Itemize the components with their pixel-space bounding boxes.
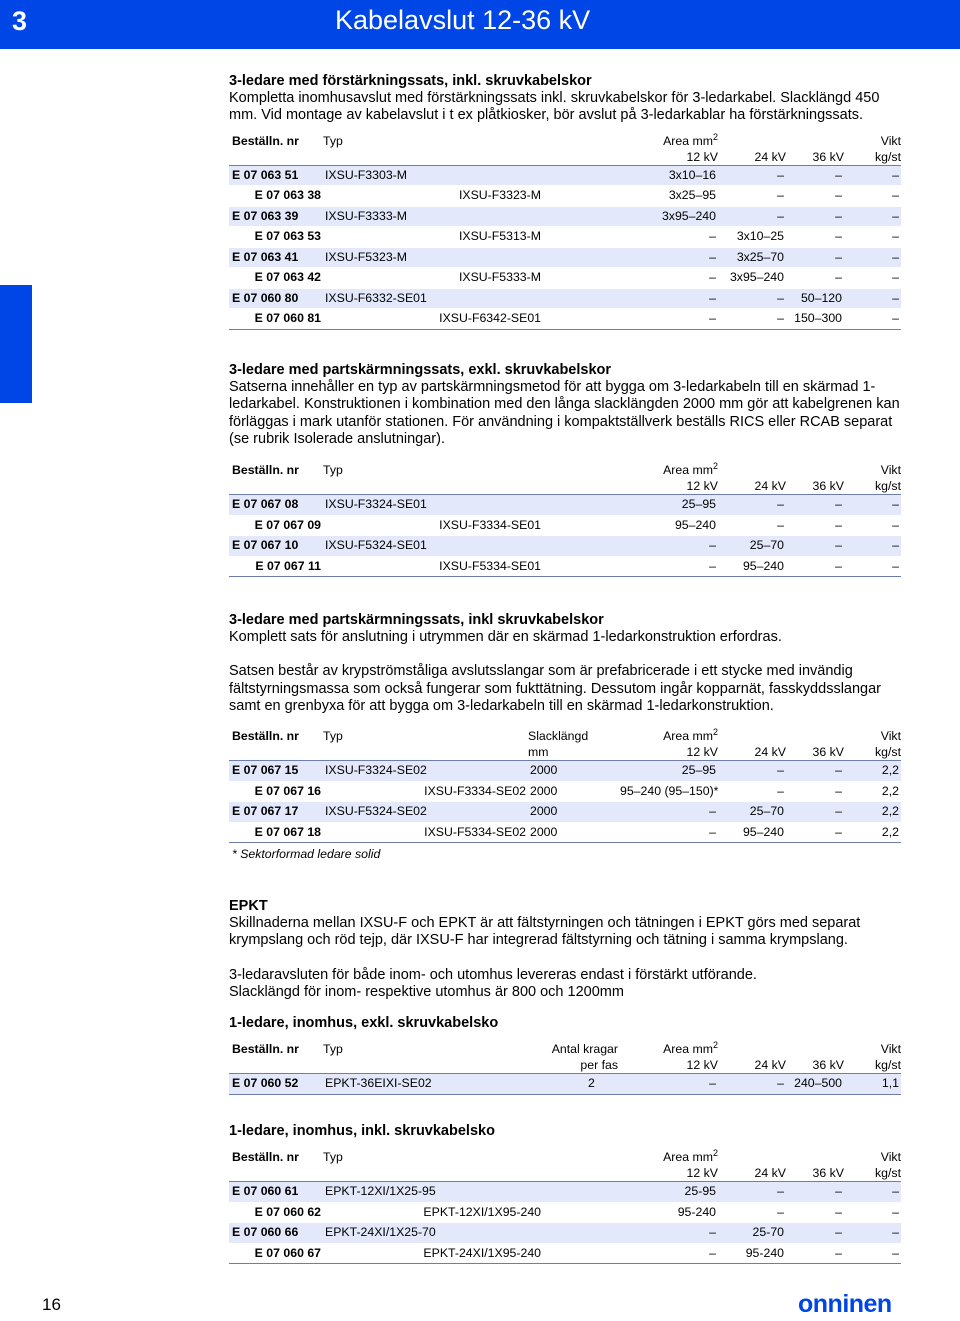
cell: – xyxy=(543,288,718,309)
col-24kv: 24 kV xyxy=(754,149,786,164)
col-kgst: kg/st xyxy=(875,1166,901,1180)
product-table xyxy=(229,1149,901,1264)
table-header-row xyxy=(229,1041,901,1057)
table-subheader-row xyxy=(229,149,901,166)
col-type: Typ xyxy=(323,133,343,148)
order-number: E 07 063 38 xyxy=(229,186,323,207)
order-number: E 07 067 09 xyxy=(229,515,323,536)
section-text: Kompletta inomhusavslut med förstärkningssats inkl. skruvkabelskor för 3-ledarkabel. Slacklängd 450 mm. Vid montage av kabelavslut i t ex plåtkiosker, bör avslut på 3-ledarkablar ha förstärkningssats. xyxy=(229,90,880,124)
cell: – xyxy=(718,165,786,186)
cell: 150–300 xyxy=(786,309,844,330)
cell: – xyxy=(786,802,844,823)
table-row xyxy=(229,761,901,782)
table-subheader-row xyxy=(229,1165,901,1182)
cell: – xyxy=(543,1243,718,1264)
cell: 95–240 xyxy=(718,556,786,577)
col-area: Area $mm^2$ xyxy=(663,727,718,744)
cell: – xyxy=(844,1202,901,1223)
product-type: IXSU-F3324-SE02 xyxy=(323,761,528,782)
cell: – xyxy=(844,247,901,268)
table-row xyxy=(229,556,901,577)
product-table xyxy=(229,133,901,330)
section-partial-screen-excl xyxy=(229,361,902,577)
col-order: Beställn. nr xyxy=(232,729,299,744)
col-weight: Vikt xyxy=(880,133,901,148)
cell: 95–240 xyxy=(543,515,718,536)
order-number: E 07 063 41 xyxy=(229,247,323,268)
table-row xyxy=(229,515,901,536)
col-kgst: kg/st xyxy=(875,149,901,164)
col-weight: Vikt xyxy=(880,463,901,478)
col-order: Beställn. nr xyxy=(232,1042,299,1056)
cell: – xyxy=(786,165,844,186)
product-type: EPKT-12XI/1X95-240 xyxy=(323,1202,543,1223)
cell: – xyxy=(844,556,901,577)
cell: – xyxy=(786,556,844,577)
table-row xyxy=(229,1074,901,1095)
col-area: Area $mm^2$ xyxy=(663,461,718,478)
col-12kv: 12 kV xyxy=(686,745,718,760)
product-table xyxy=(229,728,901,843)
cell: – xyxy=(543,1223,718,1244)
cell: – xyxy=(543,309,718,330)
cell: 95-240 xyxy=(543,1202,718,1223)
col-type: Typ xyxy=(323,1042,343,1056)
table-row xyxy=(229,1182,901,1203)
page-title: Kabelavslut 12-36 kV xyxy=(335,5,591,35)
product-type: IXSU-F6342-SE01 xyxy=(323,309,543,330)
table-row xyxy=(229,288,901,309)
col-12kv: 12 kV xyxy=(686,1058,718,1072)
table-row xyxy=(229,1243,901,1264)
table-row xyxy=(229,165,901,186)
table-header-row xyxy=(229,133,901,149)
cell: – xyxy=(543,556,718,577)
section-title: 3-ledare med partskärmningssats, exkl. skruvkabelskor xyxy=(229,362,612,378)
cell: 25-70 xyxy=(718,1223,786,1244)
cell: 95–240 (95–150)* xyxy=(618,781,718,802)
section-epkt xyxy=(229,897,902,1001)
cell: – xyxy=(844,1223,901,1244)
cell: – xyxy=(543,227,718,248)
col-area: Area $mm^2$ xyxy=(663,1147,718,1164)
table-row xyxy=(229,536,901,557)
section-title: 1-ledare, inomhus, exkl. skruvkabelsko xyxy=(229,1015,499,1031)
product-type: IXSU-F6332-SE01 xyxy=(323,288,543,309)
col-type: Typ xyxy=(323,729,343,744)
cell: – xyxy=(786,781,844,802)
cell: 2,2 xyxy=(844,781,901,802)
col-area: Area $mm^2$ xyxy=(663,131,718,148)
col-12kv: 12 kV xyxy=(686,149,718,164)
order-number: E 07 067 08 xyxy=(229,495,323,516)
col-antal: Antal kragar xyxy=(551,1042,618,1056)
col-36kv: 36 kV xyxy=(812,1058,844,1072)
table-row xyxy=(229,822,901,843)
cell: – xyxy=(844,1182,901,1203)
section-text: Skillnaderna mellan IXSU-F och EPKT är att fältstyrningen och tätningen i EPKT görs med separat krympslang och röd tejp, där IXSU-F har integrerad fältstyrning och tätning i samma krympslang. xyxy=(229,915,861,949)
order-number: E 07 063 42 xyxy=(229,268,323,289)
cell: – xyxy=(718,1074,786,1095)
product-table xyxy=(229,1041,901,1095)
cell: – xyxy=(844,515,901,536)
cell: 3x95–240 xyxy=(543,206,718,227)
col-36kv: 36 kV xyxy=(812,745,844,760)
table-row xyxy=(229,1202,901,1223)
cell: – xyxy=(786,515,844,536)
col-mm: mm xyxy=(528,745,549,760)
col-12kv: 12 kV xyxy=(686,1166,718,1180)
section-text-2: Satsen består av krypströmståliga avslutsslangar som är prefabricerade i ett stycke med invändig fältstyrningsmassa som också fungerar som fukttätning. Dessutom ingår kopparnät, fasskyddsslangar samt en grenbyxa för att bygga om 3-ledarkabeln till en skärmad 1-ledarkonstruktion. xyxy=(229,663,881,714)
section-text-3: Slacklängd för inom- respektive utomhus är 800 och 1200mm xyxy=(229,983,624,1000)
cell: 2000 xyxy=(528,781,618,802)
table-row xyxy=(229,781,901,802)
table-row xyxy=(229,247,901,268)
cell: 2,2 xyxy=(844,802,901,823)
order-number: E 07 063 39 xyxy=(229,206,323,227)
cell: – xyxy=(844,1243,901,1264)
main-content xyxy=(229,72,902,1260)
order-number: E 07 067 11 xyxy=(229,556,323,577)
order-number: E 07 063 53 xyxy=(229,227,323,248)
table-header-row xyxy=(229,728,901,744)
col-36kv: 36 kV xyxy=(812,149,844,164)
cell: – xyxy=(786,268,844,289)
cell: – xyxy=(786,1182,844,1203)
cell: – xyxy=(718,186,786,207)
product-type: IXSU-F5323-M xyxy=(323,247,543,268)
section-title: 1-ledare, inomhus, inkl. skruvkabelsko xyxy=(229,1123,495,1139)
table-row xyxy=(229,1223,901,1244)
cell: 2000 xyxy=(528,822,618,843)
cell: – xyxy=(718,515,786,536)
cell: 25-95 xyxy=(543,1182,718,1203)
section-reinforced xyxy=(229,72,902,330)
footnote: * Sektorformad ledare solid xyxy=(232,847,381,862)
cell: – xyxy=(786,536,844,557)
cell: – xyxy=(786,495,844,516)
col-weight: Vikt xyxy=(880,1042,901,1056)
product-type: IXSU-F5324-SE01 xyxy=(323,536,543,557)
order-number: E 07 067 10 xyxy=(229,536,323,557)
cell: – xyxy=(786,822,844,843)
product-type: EPKT-24XI/1X25-70 xyxy=(323,1223,543,1244)
cell: – xyxy=(786,206,844,227)
cell: – xyxy=(786,1202,844,1223)
cell: 3x10–25 xyxy=(718,227,786,248)
cell: – xyxy=(543,247,718,268)
product-type: EPKT-36EIXI-SE02 xyxy=(323,1074,528,1095)
cell: – xyxy=(786,761,844,782)
cell: – xyxy=(718,288,786,309)
table-subheader-row xyxy=(229,1057,901,1074)
cell: – xyxy=(718,495,786,516)
cell: 2,2 xyxy=(844,822,901,843)
product-type: IXSU-F5324-SE02 xyxy=(323,802,528,823)
table-row xyxy=(229,309,901,330)
cell: 25–95 xyxy=(618,761,718,782)
product-type: IXSU-F3303-M xyxy=(323,165,543,186)
cell: 95–240 xyxy=(718,822,786,843)
col-order: Beställn. nr xyxy=(232,133,299,148)
table-row xyxy=(229,227,901,248)
table-header-row xyxy=(229,462,901,478)
col-24kv: 24 kV xyxy=(754,1166,786,1180)
cell: – xyxy=(618,822,718,843)
cell: – xyxy=(844,309,901,330)
cell: – xyxy=(543,536,718,557)
col-kgst: kg/st xyxy=(875,479,901,494)
product-type: IXSU-F5334-SE02 xyxy=(323,822,528,843)
order-number: E 07 067 17 xyxy=(229,802,323,823)
cell: – xyxy=(718,1202,786,1223)
table-header-row xyxy=(229,1149,901,1165)
product-type: EPKT-12XI/1X25-95 xyxy=(323,1182,543,1203)
product-type: IXSU-F5313-M xyxy=(323,227,543,248)
onninen-logo: onninen xyxy=(798,1290,892,1318)
cell: 3x25–95 xyxy=(543,186,718,207)
cell: – xyxy=(786,1243,844,1264)
section-title: 3-ledare med förstärkningssats, inkl. skruvkabelskor xyxy=(229,73,592,89)
cell: 25–70 xyxy=(718,536,786,557)
cell: – xyxy=(786,247,844,268)
col-order: Beställn. nr xyxy=(232,463,299,478)
product-type: IXSU-F3324-SE01 xyxy=(323,495,543,516)
order-number: E 07 067 15 xyxy=(229,761,323,782)
page-header xyxy=(0,0,960,49)
cell: – xyxy=(718,206,786,227)
cell: 240–500 xyxy=(786,1074,844,1095)
product-type: IXSU-F5333-M xyxy=(323,268,543,289)
col-perfas: per fas xyxy=(580,1058,618,1072)
cell: 2 xyxy=(528,1074,618,1095)
order-number: E 07 063 51 xyxy=(229,165,323,186)
order-number: E 07 060 62 xyxy=(229,1202,323,1223)
table-subheader-row xyxy=(229,478,901,495)
col-type: Typ xyxy=(323,463,343,478)
col-weight: Vikt xyxy=(880,729,901,744)
col-24kv: 24 kV xyxy=(754,745,786,760)
cell: – xyxy=(718,1182,786,1203)
col-order: Beställn. nr xyxy=(232,1150,299,1164)
col-area: Area $mm^2$ xyxy=(663,1039,718,1056)
cell: – xyxy=(844,165,901,186)
cell: – xyxy=(844,206,901,227)
cell: – xyxy=(618,802,718,823)
table-subheader-row xyxy=(229,744,901,761)
page-number: 16 xyxy=(42,1295,61,1314)
col-kgst: kg/st xyxy=(875,1058,901,1072)
cell: 3x95–240 xyxy=(718,268,786,289)
cell: 3x10–16 xyxy=(543,165,718,186)
product-table xyxy=(229,462,901,577)
cell: – xyxy=(543,268,718,289)
table-row xyxy=(229,206,901,227)
cell: 3x25–70 xyxy=(718,247,786,268)
cell: – xyxy=(844,268,901,289)
product-type: IXSU-F5334-SE01 xyxy=(323,556,543,577)
cell: – xyxy=(718,309,786,330)
product-type: IXSU-F3323-M xyxy=(323,186,543,207)
section-1core-excl xyxy=(229,1014,902,1095)
product-type: IXSU-F3334-SE01 xyxy=(323,515,543,536)
order-number: E 07 067 16 xyxy=(229,781,323,802)
cell: 25–95 xyxy=(543,495,718,516)
order-number: E 07 067 18 xyxy=(229,822,323,843)
section-title: 3-ledare med partskärmningssats, inkl skruvkabelskor xyxy=(229,612,604,628)
order-number: E 07 060 52 xyxy=(229,1074,323,1095)
col-36kv: 36 kV xyxy=(812,1166,844,1180)
col-slack: Slacklängd xyxy=(528,729,589,744)
table-row xyxy=(229,495,901,516)
order-number: E 07 060 61 xyxy=(229,1182,323,1203)
cell: – xyxy=(786,186,844,207)
cell: – xyxy=(786,1223,844,1244)
chapter-number: 3 xyxy=(12,6,28,36)
cell: – xyxy=(786,227,844,248)
col-12kv: 12 kV xyxy=(686,479,718,494)
cell: – xyxy=(718,781,786,802)
product-type: IXSU-F3333-M xyxy=(323,206,543,227)
section-text-2: 3-ledaravsluten för både inom- och utomhus levereras endast i förstärkt utförande. xyxy=(229,966,757,983)
col-24kv: 24 kV xyxy=(754,1058,786,1072)
col-36kv: 36 kV xyxy=(812,479,844,494)
cell: – xyxy=(844,288,901,309)
cell: 2000 xyxy=(528,761,618,782)
order-number: E 07 060 67 xyxy=(229,1243,323,1264)
section-title: EPKT xyxy=(229,898,268,914)
cell: – xyxy=(844,186,901,207)
cell: – xyxy=(718,761,786,782)
cell: 2,2 xyxy=(844,761,901,782)
table-row xyxy=(229,268,901,289)
cell: – xyxy=(844,536,901,557)
col-weight: Vikt xyxy=(880,1150,901,1164)
section-partial-screen-incl xyxy=(229,611,902,861)
cell: 1,1 xyxy=(844,1074,901,1095)
cell: 25–70 xyxy=(718,802,786,823)
col-24kv: 24 kV xyxy=(754,479,786,494)
table-row xyxy=(229,802,901,823)
cell: 2000 xyxy=(528,802,618,823)
cell: 95-240 xyxy=(718,1243,786,1264)
section-text: Komplett sats för anslutning i utrymmen där en skärmad 1-ledarkonstruktion erfordras. xyxy=(229,629,782,645)
col-type: Typ xyxy=(323,1150,343,1164)
chapter-side-tab xyxy=(0,285,32,403)
section-text: Satserna innehåller en typ av partskärmningsmetod för att bygga om 3-ledarkabeln till en skärmad 1-ledarkabel. Konstruktionen i kombination med den långa slacklängden 2000 mm gör att kabelgrenen kan förläggas i mark utanför stationen. För användning i kompaktställverk beställs RICS eller RCAB separat (se rubrik Isolerade anslutningar). xyxy=(229,379,900,447)
order-number: E 07 060 66 xyxy=(229,1223,323,1244)
table-row xyxy=(229,186,901,207)
product-type: EPKT-24XI/1X95-240 xyxy=(323,1243,543,1264)
cell: – xyxy=(844,227,901,248)
section-1core-incl xyxy=(229,1122,902,1264)
order-number: E 07 060 80 xyxy=(229,288,323,309)
product-type: IXSU-F3334-SE02 xyxy=(323,781,528,802)
cell: 50–120 xyxy=(786,288,844,309)
cell: – xyxy=(618,1074,718,1095)
col-kgst: kg/st xyxy=(875,745,901,760)
cell: – xyxy=(844,495,901,516)
order-number: E 07 060 81 xyxy=(229,309,323,330)
